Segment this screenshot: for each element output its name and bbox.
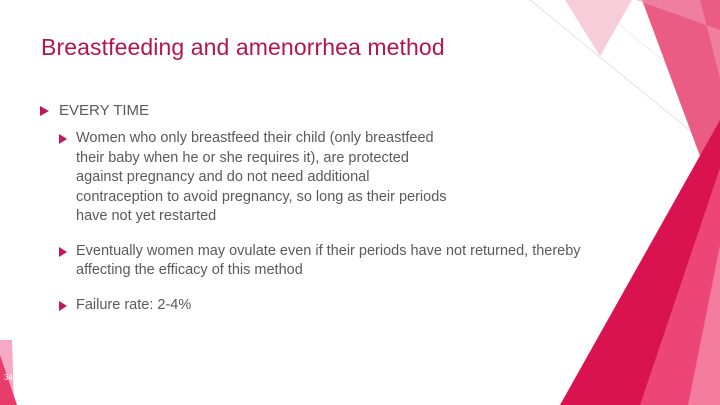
bullet-level1 bbox=[40, 101, 600, 121]
slide-number: 34 bbox=[4, 373, 13, 382]
bullet-level2 bbox=[59, 129, 456, 227]
bullet-arrow-icon bbox=[59, 134, 67, 144]
bullet-list bbox=[40, 101, 600, 330]
bullet-text: Failure rate: 2-4% bbox=[76, 296, 192, 313]
bullet-arrow-icon bbox=[59, 247, 67, 257]
bullet-level2 bbox=[59, 296, 586, 316]
bullet-arrow-icon bbox=[59, 301, 67, 311]
bullet-level2 bbox=[59, 242, 586, 281]
deco-triangle-top bbox=[565, 0, 632, 56]
bullet-arrow-icon bbox=[40, 106, 49, 116]
slide-title: Breastfeeding and amenorrhea method bbox=[41, 34, 445, 60]
bullet-text: Women who only breastfeed their child (only breastfeed their baby when he or she requires it), are protected against pregnancy and do not need additional contraception to avoid pregnancy, so long as their periods have not yet restarted bbox=[76, 130, 447, 224]
bullet-text: Eventually women may ovulate even if their periods have not returned, thereby affecting the efficacy of this method bbox=[76, 242, 581, 278]
bullet-label: EVERY TIME bbox=[59, 102, 150, 119]
